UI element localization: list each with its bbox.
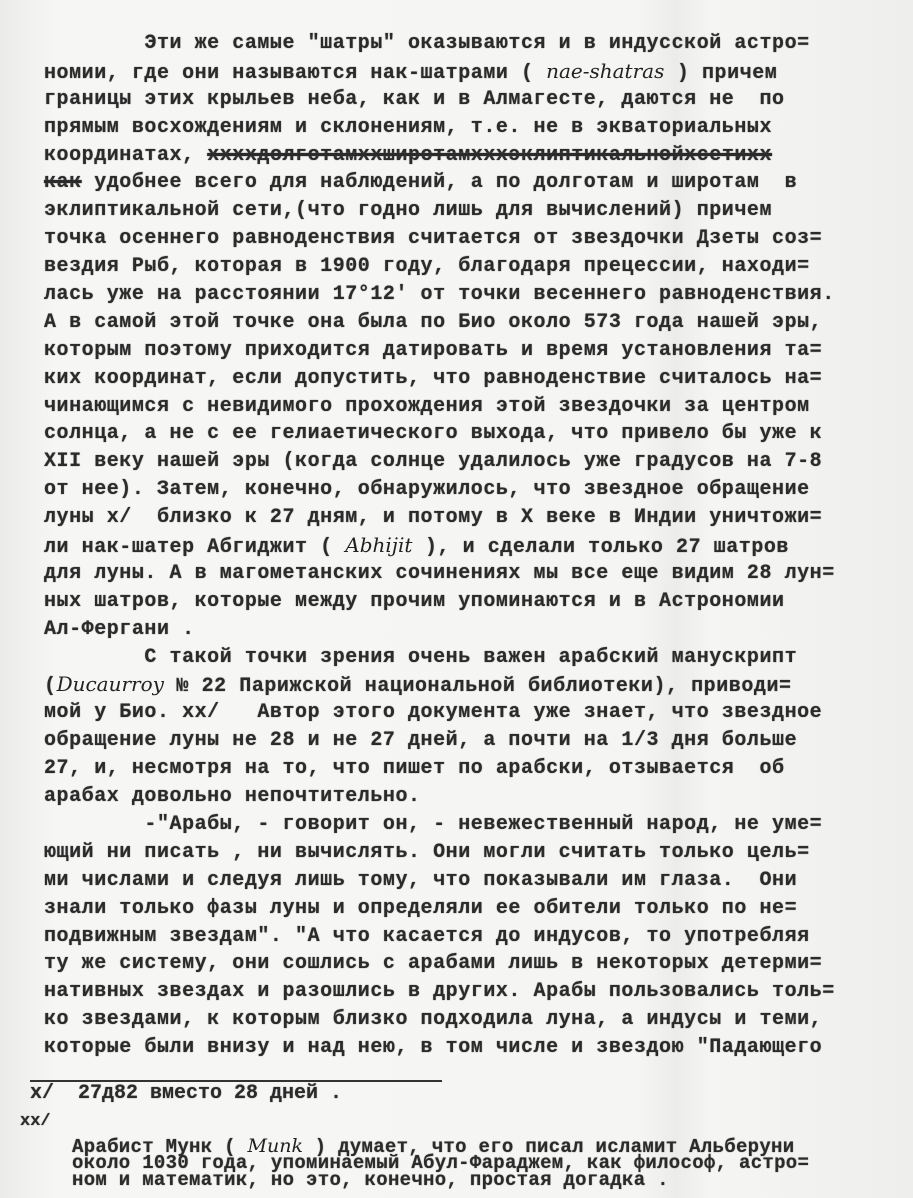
typed-text: 27, и, несмотря на то, что пишет по арабски, отзывается об — [44, 757, 785, 781]
typed-text: ющий ни писать , ни вычислять. Они могли считать только цель= — [44, 840, 810, 864]
text-line — [44, 448, 835, 476]
typed-text: солнца, а не с ее гелиаетического выхода, что привело бы уже к — [44, 422, 823, 446]
typed-text: точка осеннего равноденствия считается от звездочки Дзеты соз= — [44, 227, 823, 251]
text-line — [72, 1169, 809, 1191]
text-line — [44, 811, 835, 839]
typed-text: ( — [44, 675, 57, 699]
text-line — [44, 169, 835, 197]
text-line — [44, 1034, 835, 1062]
typed-text: Ал-Фергани . — [44, 617, 195, 641]
typed-text: арабах довольно непочтительно. — [44, 785, 421, 809]
text-line — [44, 950, 835, 978]
typed-text: ли нак-шатер Абгиджит ( — [44, 536, 346, 560]
typed-text: ных шатров, которые между прочим упоминаются и в Астрономии — [44, 589, 785, 613]
text-line — [44, 58, 835, 86]
text-line — [44, 142, 835, 170]
handwritten-insertion: nae-shatras — [546, 58, 665, 83]
typed-text: мой у Био. xx/ Автор этого документа уже знает, что звездное — [44, 701, 823, 725]
typed-text: границы этих крыльев неба, как и в Алмагесте, даются не по — [44, 87, 785, 111]
typed-text: знали только фазы луны и определяли ее обители только по не= — [44, 896, 798, 920]
text-line — [44, 476, 835, 504]
text-line — [44, 309, 835, 337]
footnote-xx-text — [72, 1135, 810, 1191]
typed-text: которые были внизу и над нею, в том числе и звездою "Падающего — [44, 1036, 823, 1060]
typed-text: ) думает, что его писал исламит Альберуни — [302, 1136, 795, 1158]
struck-out-text: ххххдолготамххширотамхххэклиптикальнойхсетихх — [207, 143, 773, 167]
typed-text: подвижным звездам". "А что касается до индусов, то употребляя — [44, 924, 810, 948]
handwritten-insertion: Munk — [247, 1135, 303, 1157]
text-line — [44, 923, 835, 951]
text-line — [44, 504, 835, 532]
handwritten-insertion: Abhijit — [345, 533, 413, 558]
text-line — [44, 114, 835, 142]
typed-text: эклиптикальной сети,(что годно лишь для вычислений) причем — [44, 199, 773, 223]
text-line — [44, 895, 835, 923]
typed-text: нативных звездах и разошлись в других. Арабы пользовались толь= — [44, 980, 835, 1004]
text-line — [44, 839, 835, 867]
text-line — [44, 755, 835, 783]
typed-text: номии, где они называются нак-шатрами ( — [44, 61, 547, 85]
text-line — [44, 616, 835, 644]
typed-text: вездия Рыб, которая в 1900 году, благодаря прецессии, находи= — [44, 255, 810, 279]
typed-text: ту же систему, они сошлись с арабами лишь в некоторых детерми= — [44, 952, 823, 976]
typed-text: ких координат, если допустить, что равноденствие считалось на= — [44, 366, 823, 390]
text-line — [44, 978, 835, 1006]
typed-text: ), и сделали только 27 шатров — [412, 536, 789, 560]
typed-text: № 22 Парижской национальной библиотеки), приводи= — [163, 675, 792, 699]
struck-out-text: как — [44, 171, 82, 195]
handwritten-insertion: Ducaurroy — [56, 672, 164, 697]
text-line — [44, 588, 835, 616]
text-line — [44, 727, 835, 755]
text-line — [44, 560, 835, 588]
footnote-xx-marker: xx/ — [20, 1112, 51, 1131]
typed-text: -"Арабы, - говорит он, - невежественный народ, не уме= — [44, 812, 823, 836]
typed-text: ) причем — [664, 61, 778, 85]
main-text-body — [44, 30, 835, 1062]
text-line — [44, 253, 835, 281]
text-line — [44, 671, 835, 699]
typed-text: координатах, — [44, 143, 208, 167]
typed-text: ном и математик, но это, конечно, простая догадка . — [72, 1169, 669, 1191]
text-line — [44, 783, 835, 811]
text-line — [44, 532, 835, 560]
text-line — [44, 393, 835, 421]
text-line — [44, 337, 835, 365]
typed-text: прямым восхождениям и склонениям, т.е. не в экваториальных — [44, 115, 773, 139]
typed-text: ко звездами, к которым близко подходила луна, а индусы и теми, — [44, 1008, 823, 1032]
typed-text: обращение луны не 28 и не 27 дней, а почти на 1/3 дня больше — [44, 729, 798, 753]
typed-text: около 1030 года, упоминаемый Абул-Фараджем, как философ, астро= — [72, 1152, 810, 1174]
typed-text: ми числами и следуя лишь тому, что показывали им глаза. Они — [44, 868, 798, 892]
typed-text: Арабист Мунк ( — [72, 1136, 248, 1158]
typed-text: А в самой этой точке она была по Био около 573 года нашей эры, — [44, 310, 823, 334]
typed-text: луны x/ близко к 27 дням, и потому в X веке в Индии уничтожи= — [44, 506, 823, 530]
text-line — [44, 197, 835, 225]
text-line — [44, 420, 835, 448]
typed-text: чинающимся с невидимого прохождения этой звездочки за центром — [44, 394, 810, 418]
typed-text: которым поэтому приходится датировать и время установления та= — [44, 338, 823, 362]
typed-text: Эти же самые "шатры" оказываются и в индусской астро= — [44, 32, 810, 55]
text-line — [44, 867, 835, 895]
typed-text: удобнее всего для наблюдений, а по долготам и широтам в — [81, 171, 798, 195]
text-line — [44, 86, 835, 114]
text-line — [44, 365, 835, 393]
typed-text: для луны. А в магометанских сочинениях мы все еще видим 28 лун= — [44, 561, 835, 585]
text-line — [44, 699, 835, 727]
text-line — [44, 644, 835, 672]
typed-text: XII веку нашей эры (когда солнце удалилось уже градусов на 7-8 — [44, 450, 823, 474]
footnote-x: x/ 27д82 вместо 28 дней . — [30, 1082, 343, 1105]
text-line — [44, 225, 835, 253]
typed-text: С такой точки зрения очень важен арабский манускрипт — [44, 645, 798, 669]
text-line — [44, 30, 835, 58]
typed-text: от нее). Затем, конечно, обнаружилось, что звездное обращение — [44, 478, 810, 502]
text-line — [44, 1006, 835, 1034]
text-line — [44, 281, 835, 309]
typed-text: лась уже на расстоянии 17°12' от точки весеннего равноденствия. — [44, 283, 835, 307]
